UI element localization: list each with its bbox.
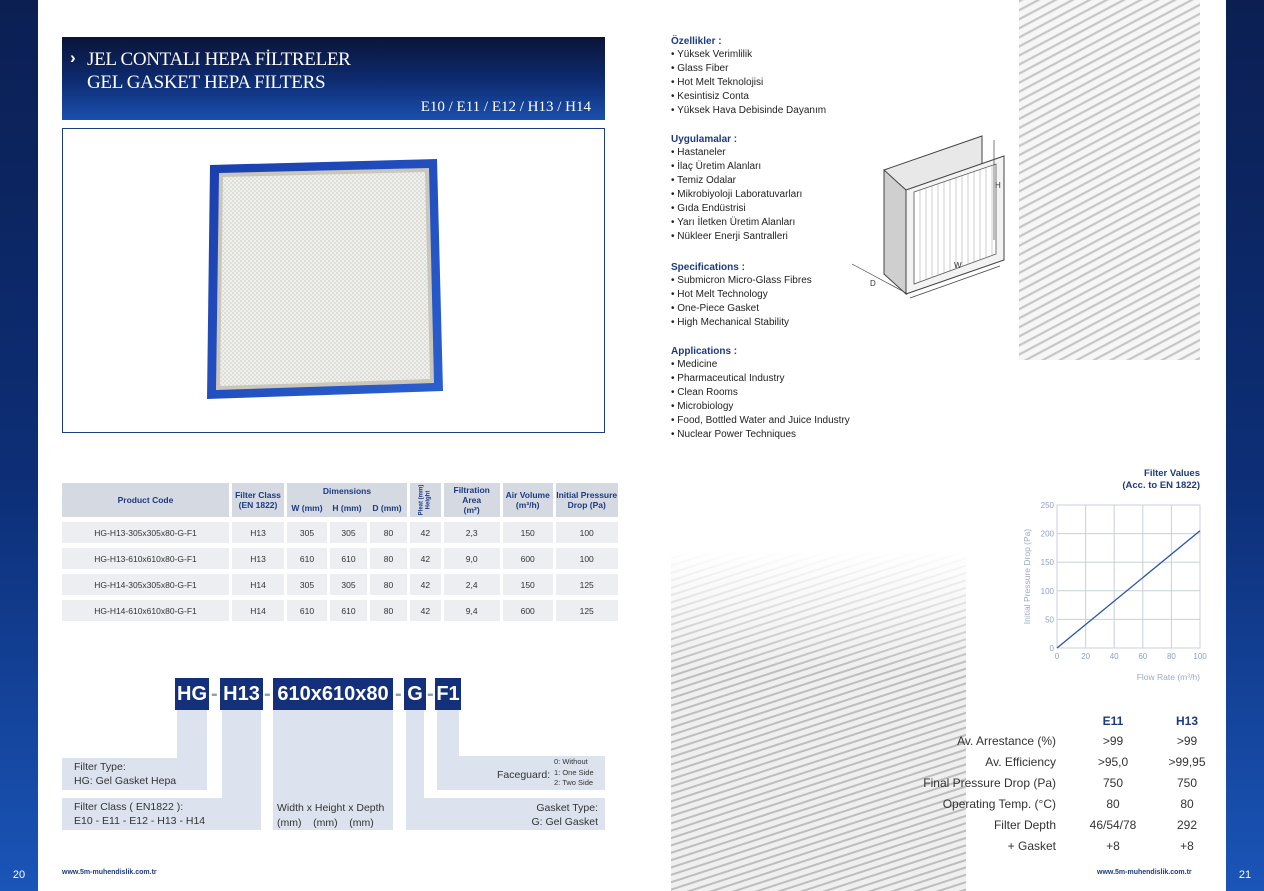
row-label: Filter Depth	[993, 817, 1056, 832]
chart-title-block	[1122, 468, 1200, 492]
table-cell: 80	[367, 569, 407, 595]
table-cell: H13	[229, 517, 284, 543]
table-row	[920, 814, 1224, 835]
code-part-dimensions: 610x610x80	[273, 678, 393, 710]
connector-type	[177, 710, 207, 760]
chevron-right-icon: ›	[70, 48, 76, 67]
list-item: • Microbiology	[671, 401, 734, 412]
list-item: • Clean Rooms	[671, 387, 738, 398]
code-part-class: H13	[220, 678, 263, 710]
list-item: • Yarı İletken Üretim Alanları	[671, 217, 796, 228]
table-cell: 610	[284, 595, 327, 621]
row-value: 46/54/78	[1089, 817, 1137, 832]
diagram-w-label: W	[954, 261, 962, 270]
chart-title: Filter Values	[1144, 468, 1200, 479]
list-item: • Nuclear Power Techniques	[671, 429, 797, 440]
list-item: • Medicine	[671, 359, 718, 370]
code-part-gasket: G	[404, 678, 426, 710]
table-row	[920, 772, 1224, 793]
specifications-heading: Specifications :	[671, 262, 745, 273]
col-e11: E11	[1102, 714, 1124, 728]
y-axis-label: Initial Pressure Drop (Pa)	[1022, 528, 1032, 625]
list-item: • Hot Melt Teknolojisi	[671, 77, 764, 88]
row-value: >99	[1176, 733, 1198, 748]
dimensions-units: (mm) (mm) (mm)	[277, 817, 374, 829]
y-tick-label: 200	[1040, 529, 1054, 539]
x-tick-label: 60	[1138, 652, 1148, 661]
product-table	[62, 483, 618, 621]
chart-subtitle: (Acc. to EN 1822)	[1122, 480, 1200, 491]
table-cell: 305	[284, 517, 327, 543]
list-item: • Yüksek Verimlilik	[671, 49, 753, 60]
connector-gasket	[406, 710, 424, 798]
gasket-value: G: Gel Gasket	[531, 816, 598, 828]
code-part-type: HG	[175, 678, 209, 710]
table-cell: 610	[327, 595, 367, 621]
connector-class	[222, 710, 261, 798]
features-tr-list	[671, 48, 826, 118]
faceguard-label: Faceguard:	[497, 769, 551, 781]
header-pleat-height: Pleat (mm) Height	[407, 483, 441, 517]
list-item: • One-Piece Gasket	[671, 303, 759, 314]
faceguard-options: 0: Without 1: One Side 2: Two Side	[554, 757, 594, 787]
left-page-sidebar	[0, 0, 38, 891]
table-cell: 610	[284, 543, 327, 569]
list-item: • Pharmaceutical Industry	[671, 373, 785, 384]
x-tick-label: 40	[1109, 652, 1119, 661]
applications-heading: Applications :	[671, 346, 738, 357]
list-item: • Gıda Endüstrisi	[671, 203, 746, 214]
row-value: 750	[1102, 775, 1124, 790]
table-cell: 100	[553, 517, 618, 543]
table-cell: HG-H14-305x305x80-G-F1	[62, 569, 229, 595]
table-cell: 80	[367, 543, 407, 569]
diagram-h-label: H	[995, 181, 1001, 190]
code-dash: -	[211, 683, 218, 705]
col-h13: H13	[1175, 714, 1198, 728]
table-cell: 42	[407, 543, 441, 569]
table-cell: H14	[229, 595, 284, 621]
table-cell: 80	[367, 595, 407, 621]
applications-tr-heading: Uygulamalar :	[671, 134, 738, 145]
row-value: 750	[1176, 775, 1198, 790]
title-turkish: JEL CONTALI HEPA FİLTRELER	[87, 49, 351, 70]
list-item: • Temiz Odalar	[671, 175, 737, 186]
table-cell: 305	[327, 569, 367, 595]
y-tick-label: 150	[1040, 558, 1054, 568]
list-item: • Submicron Micro-Glass Fibres	[671, 275, 812, 286]
header-dimensions: Dimensions	[284, 483, 407, 499]
header-pressure-drop: Initial Pressure Drop (Pa)	[553, 483, 618, 517]
left-page-number: 20	[12, 869, 26, 881]
table-cell: 125	[553, 595, 618, 621]
table-cell: 600	[500, 595, 553, 621]
pleated-media-photo	[1019, 0, 1200, 360]
table-cell: 9,4	[441, 595, 500, 621]
x-tick-label: 100	[1193, 652, 1207, 661]
filter-values-table	[920, 712, 1224, 856]
table-row	[920, 835, 1224, 856]
table-cell: 42	[407, 569, 441, 595]
row-value: >99	[1102, 733, 1124, 748]
table-row	[62, 569, 618, 595]
table-cell: 42	[407, 595, 441, 621]
y-tick-label: 100	[1040, 586, 1054, 596]
table-row	[62, 517, 618, 543]
x-tick-label: 0	[1054, 652, 1060, 661]
list-item: • Hastaneler	[671, 147, 726, 158]
row-value: 80	[1106, 796, 1120, 811]
header-filter-class: Filter Class (EN 1822)	[229, 483, 284, 517]
diagram-d-label: D	[870, 279, 876, 288]
filter-classes: E10 / E11 / E12 / H13 / H14	[420, 99, 591, 115]
code-dash: -	[264, 683, 271, 705]
row-label: Av. Efficiency	[985, 754, 1056, 769]
row-value: >99,95	[1168, 754, 1206, 769]
table-cell: 610	[327, 543, 367, 569]
y-tick-label: 0	[1049, 644, 1054, 653]
table-cell: HG-H13-610x610x80-G-F1	[62, 543, 229, 569]
row-label: + Gasket	[1007, 838, 1056, 853]
header-h: H (mm)	[327, 499, 367, 517]
right-page-number: 21	[1238, 869, 1252, 881]
table-row	[920, 793, 1224, 814]
product-photo-frame	[62, 128, 605, 433]
filter-type-label: Filter Type:	[74, 761, 126, 773]
table-cell: 305	[284, 569, 327, 595]
header-filtration-area: Filtration Area (m²)	[441, 483, 500, 517]
right-page-sidebar	[1226, 0, 1264, 891]
row-value: >95,0	[1097, 754, 1129, 769]
table-row	[920, 751, 1224, 772]
table-cell: HG-H14-610x610x80-G-F1	[62, 595, 229, 621]
table-cell: 305	[327, 517, 367, 543]
table-cell: H14	[229, 569, 284, 595]
table-cell: 2,3	[441, 517, 500, 543]
filter-dimension-diagram	[848, 128, 1008, 303]
website-left: www.5m-muhendislik.com.tr	[62, 869, 157, 876]
row-value: 292	[1176, 817, 1198, 832]
row-label: Av. Arrestance (%)	[957, 733, 1056, 748]
table-cell: 9,0	[441, 543, 500, 569]
row-value: +8	[1180, 838, 1194, 853]
table-cell: 100	[553, 543, 618, 569]
x-tick-label: 80	[1166, 652, 1176, 661]
filter-class-label: Filter Class ( EN1822 ):	[74, 801, 184, 813]
table-cell: 42	[407, 517, 441, 543]
list-item: • Nükleer Enerji Santralleri	[671, 231, 788, 242]
list-item: • İlaç Üretim Alanları	[671, 161, 762, 172]
header-d: D (mm)	[367, 499, 407, 517]
x-tick-label: 20	[1081, 652, 1091, 661]
list-item: • Food, Bottled Water and Juice Industry	[671, 415, 850, 426]
header-product-code: Product Code	[62, 483, 229, 517]
plot-area	[1057, 505, 1200, 648]
list-item: • Yüksek Hava Debisinde Dayanım	[671, 105, 827, 116]
y-tick-label: 50	[1045, 615, 1054, 625]
row-label: Operating Temp. (°C)	[942, 796, 1056, 811]
list-item: • Kesintisiz Conta	[671, 91, 749, 102]
specifications-list	[671, 274, 812, 330]
list-item: • High Mechanical Stability	[671, 317, 789, 328]
dimensions-label: Width x Height x Depth	[277, 802, 385, 814]
list-item: • Hot Melt Technology	[671, 289, 768, 300]
list-item: • Glass Fiber	[671, 63, 729, 74]
table-row	[920, 730, 1224, 751]
code-dash: -	[395, 683, 402, 705]
title-english: GEL GASKET HEPA FILTERS	[87, 72, 326, 93]
features-tr-heading: Özellikler :	[671, 36, 722, 47]
row-value: 80	[1180, 796, 1194, 811]
row-value: +8	[1106, 838, 1120, 853]
connector-faceguard	[437, 710, 459, 758]
hepa-filter-photo	[63, 129, 604, 432]
table-cell: H13	[229, 543, 284, 569]
filter-type-value: HG: Gel Gasket Hepa	[74, 775, 177, 787]
code-part-faceguard: F1	[435, 678, 461, 710]
x-axis-label: Flow Rate (m³/h)	[1136, 672, 1200, 682]
table-cell: 150	[500, 517, 553, 543]
gasket-label: Gasket Type:	[536, 802, 598, 814]
website-right: www.5m-muhendislik.com.tr	[1097, 869, 1192, 876]
applications-list	[671, 358, 850, 442]
code-dash: -	[427, 683, 434, 705]
table-cell: 2,4	[441, 569, 500, 595]
y-tick-label: 250	[1040, 501, 1054, 510]
table-cell: HG-H13-305x305x80-G-F1	[62, 517, 229, 543]
header-air-volume: Air Volume (m³/h)	[500, 483, 553, 517]
table-row	[62, 543, 618, 569]
title-banner	[62, 37, 605, 120]
row-label: Final Pressure Drop (Pa)	[923, 775, 1056, 790]
table-cell: 80	[367, 517, 407, 543]
table-cell: 150	[500, 569, 553, 595]
filter-values-chart	[1010, 495, 1210, 695]
table-cell: 600	[500, 543, 553, 569]
header-w: W (mm)	[284, 499, 327, 517]
applications-tr-list	[671, 146, 802, 244]
table-row	[62, 595, 618, 621]
filter-class-value: E10 - E11 - E12 - H13 - H14	[74, 815, 206, 827]
table-cell: 125	[553, 569, 618, 595]
list-item: • Mikrobiyoloji Laboratuvarları	[671, 189, 803, 200]
